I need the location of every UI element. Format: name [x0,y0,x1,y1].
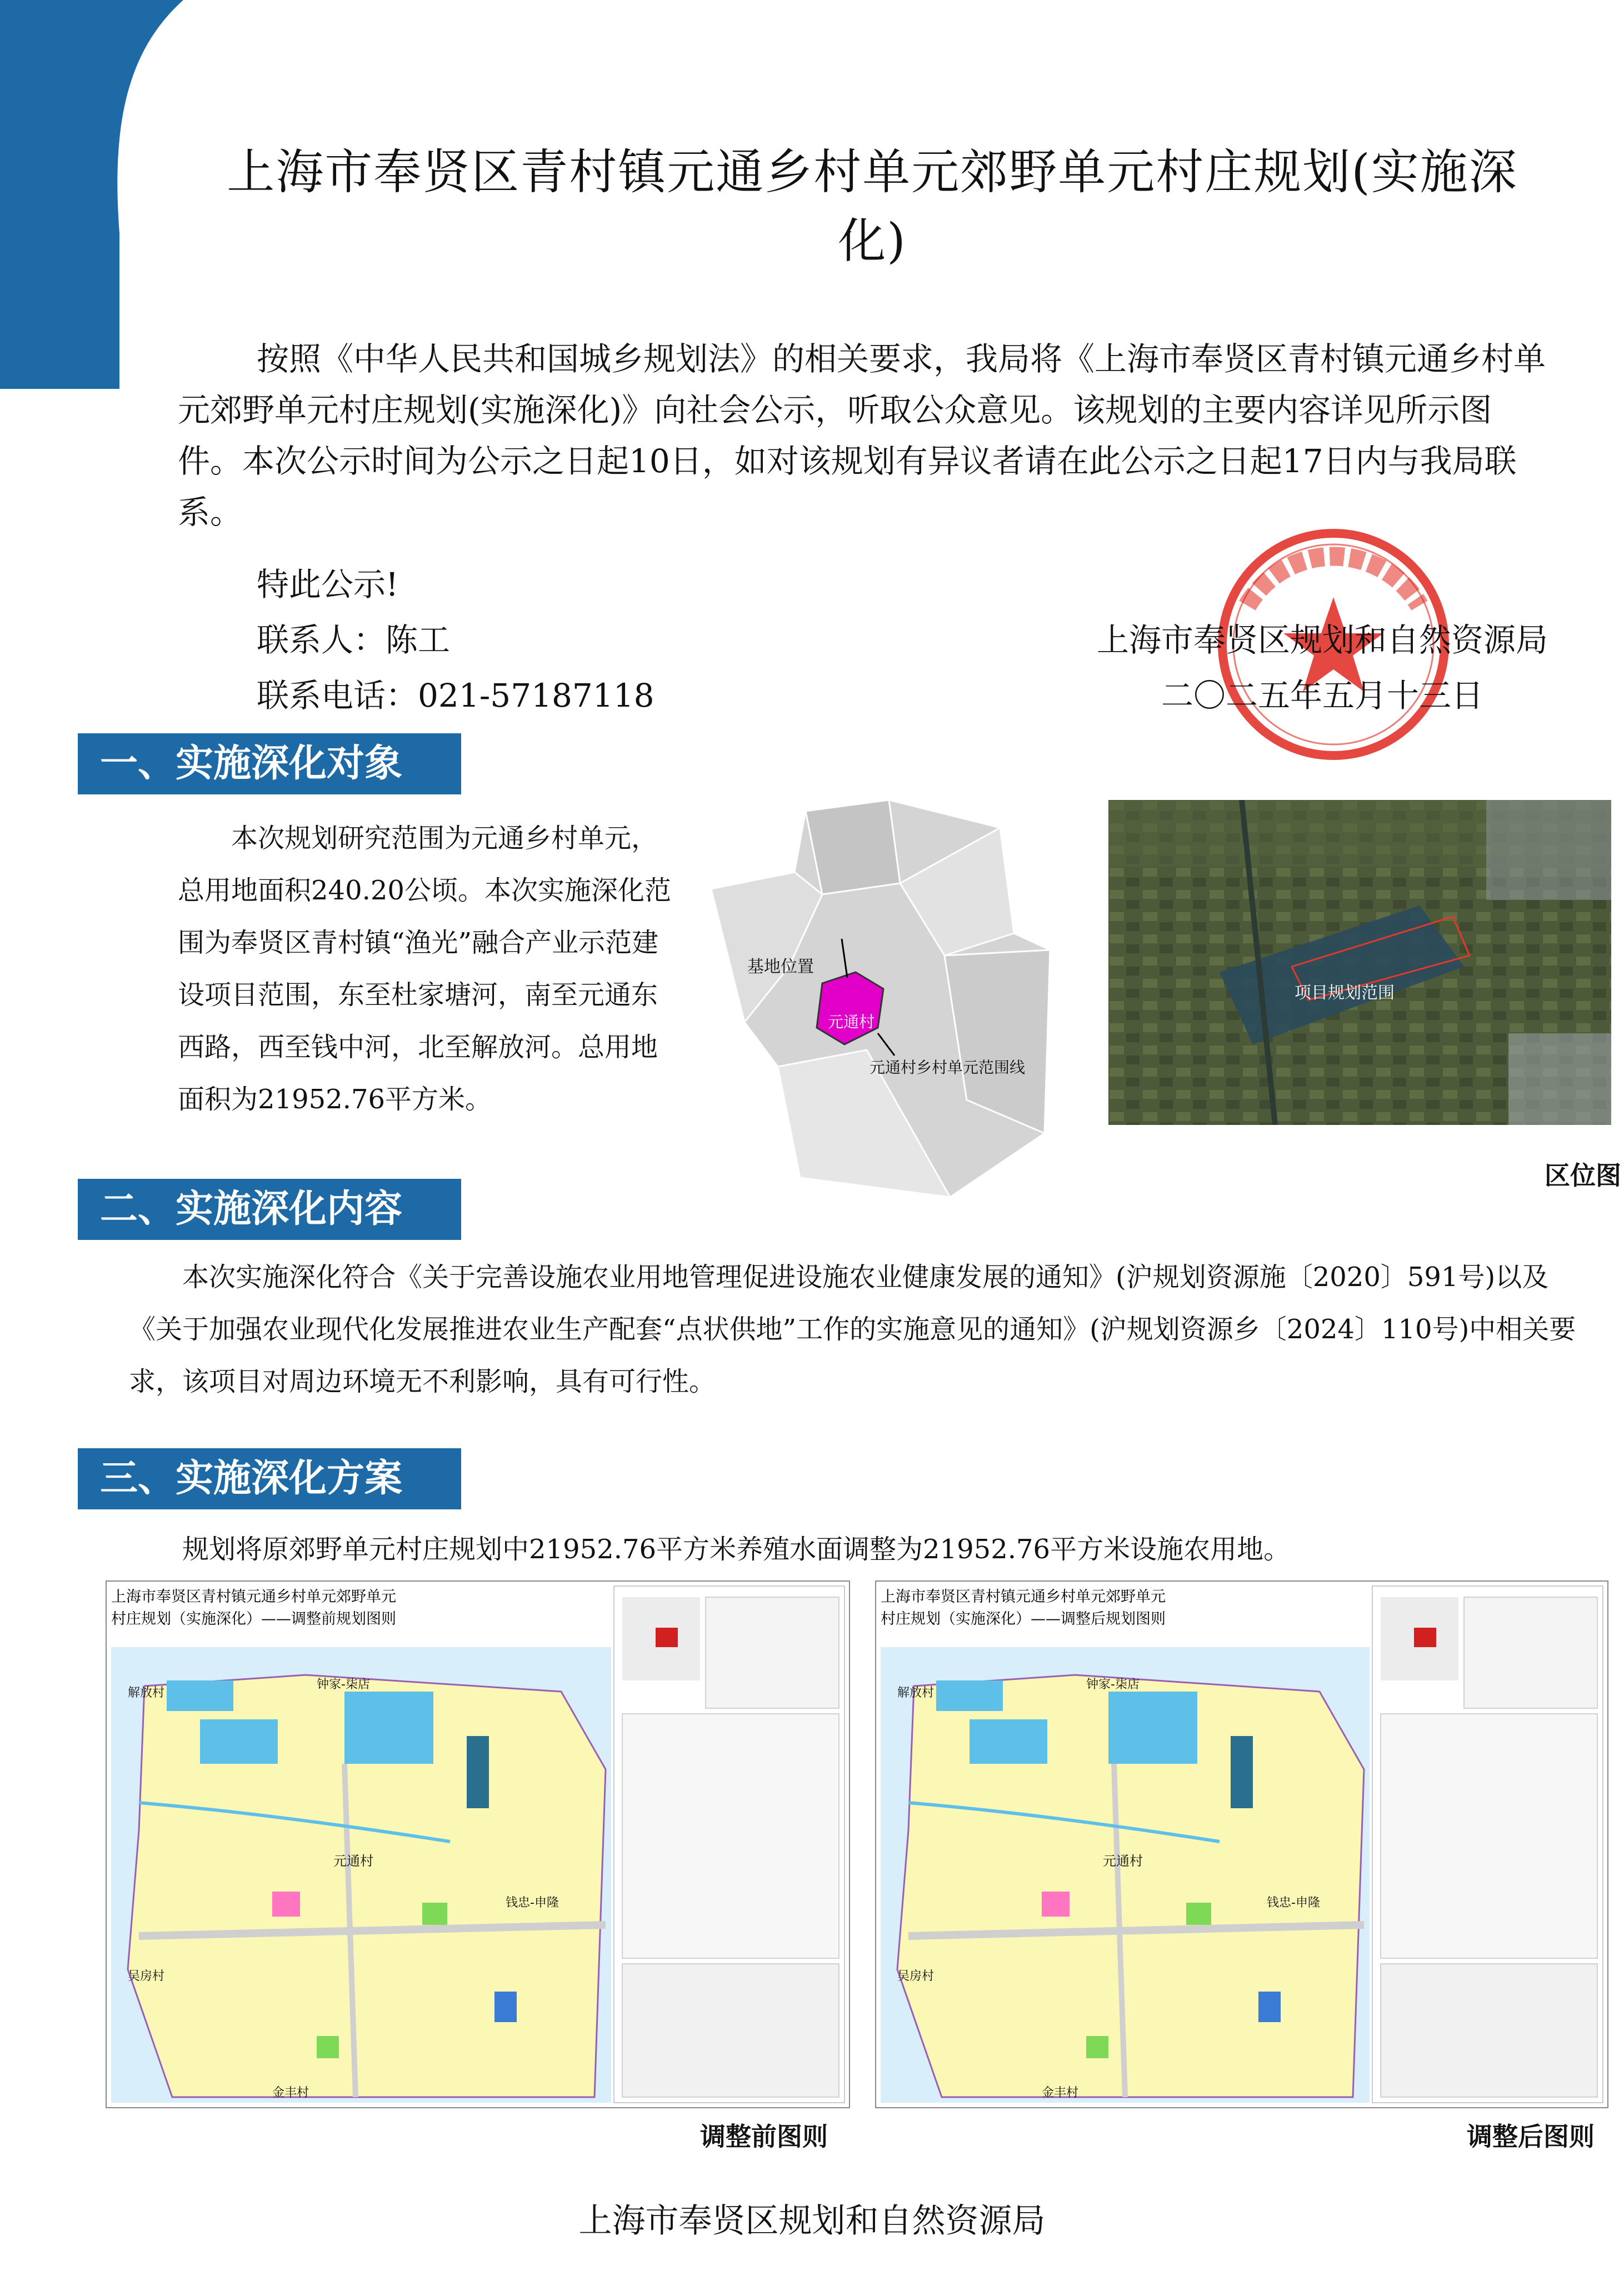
contact-phone: 联系电话：021-57187118 [257,677,654,714]
map-label-site: 基地位置 [747,957,814,977]
section-2-text: 本次实施深化符合《关于完善设施农业用地管理促进设施农业健康发展的通知》(沪规划资源施〔2020〕591号)以及《关于加强农业现代化发展推进农业生产配套“点状供地”工作的实施意见的通知》(沪规划资源乡〔2024〕110号)中相关要求，该项目对周边环境无不利影响，具有可行性。 [129,1262,1576,1397]
after-label-v5: 吴房村 [897,1969,935,1983]
section-1-heading: 一、实施深化对象 [78,733,461,794]
before-label-v1: 钟家-柒店 [317,1678,370,1692]
footer-issuer: 上海市奉贤区规划和自然资源局 [578,2202,1046,2240]
issue-date: 二〇二五年五月十三日 [1161,677,1483,714]
page-title: 上海市奉贤区青村镇元通乡村单元郊野单元村庄规划(实施深化) [227,144,1518,269]
aerial-label-project: 项目规划范围 [1295,983,1395,1003]
section-3-text: 规划将原郊野单元村庄规划中21952.76平方米养殖水面调整为21952.76平方米设施农用地。 [182,1534,1291,1565]
location-map-caption: 区位图 [1545,1160,1621,1190]
after-label-v6: 金丰村 [1042,2086,1079,2100]
aerial-photo [1108,800,1611,1125]
before-label-v4: 钱忠-申隆 [506,1896,559,1910]
map-label-village: 元通村 [828,1013,875,1031]
plan-before-title: 上海市奉贤区青村镇元通乡村单元郊野单元 村庄规划（实施深化）——调整前规划图则 [111,1588,396,1628]
after-label-v3: 元通村 [1103,1853,1143,1869]
notice-greeting: 特此公示! [257,566,399,603]
district-location-map [711,789,1067,1200]
notice-body: 按照《中华人民共和国城乡规划法》的相关要求，我局将《上海市奉贤区青村镇元通乡村单元郊野单元村庄规划(实施深化)》向社会公示，听取公众意见。该规划的主要内容详见所示图件。本次公示时间为公示之日起10日，如对该规划有异议者请在此公示之日起17日内与我局联系。 [178,340,1546,531]
after-label-v1: 钟家-柒店 [1086,1678,1140,1692]
after-label-v2: 解放村 [897,1686,935,1700]
issuer-name: 上海市奉贤区规划和自然资源局 [1096,621,1548,659]
plan-before-caption: 调整前图则 [700,2122,828,2152]
map-label-boundary: 元通村乡村单元范围线 [870,1058,1026,1077]
after-label-v4: 钱忠-申隆 [1267,1896,1320,1910]
section-1-text: 本次规划研究范围为元通乡村单元，总用地面积240.20公顷。本次实施深化范围为奉贤区青村镇“渔光”融合产业示范建设项目范围，东至杜家塘河，南至元通东西路，西至钱中河，北至解放河。总用地面积为21952.76平方米。 [178,823,671,1115]
before-label-v3: 元通村 [333,1853,373,1869]
section-3-heading: 三、实施深化方案 [78,1448,461,1509]
before-label-v6: 金丰村 [272,2086,309,2100]
plan-after-title: 上海市奉贤区青村镇元通乡村单元郊野单元 村庄规划（实施深化）——调整后规划图则 [881,1588,1166,1628]
plan-after-caption: 调整后图则 [1467,2122,1595,2152]
before-label-v5: 吴房村 [128,1969,165,1983]
plan-before-map [106,1580,850,2108]
before-label-v2: 解放村 [128,1686,165,1700]
section-2-heading: 二、实施深化内容 [78,1179,461,1240]
contact-person: 联系人：陈工 [257,621,451,659]
plan-after-map [875,1580,1608,2108]
decorative-corner-band [0,0,233,389]
